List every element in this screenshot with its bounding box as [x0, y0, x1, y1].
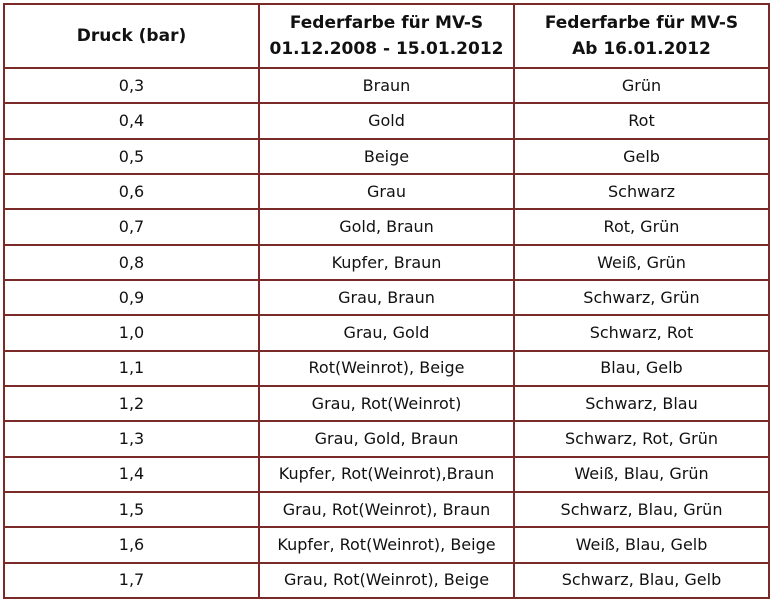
table-row [4, 174, 769, 209]
color-period-1-cell: Grau [259, 174, 514, 209]
pressure-cell: 1,3 [4, 421, 259, 456]
pressure-cell: 0,8 [4, 245, 259, 280]
color-period-2-cell: Schwarz, Blau [514, 386, 769, 421]
color-period-1-cell: Gold [259, 103, 514, 138]
color-period-2-cell: Rot [514, 103, 769, 138]
table-row [4, 527, 769, 562]
table-row [4, 209, 769, 244]
color-period-2-cell: Schwarz, Grün [514, 280, 769, 315]
header-color-period-1-line-1: Federfarbe für MV-S [289, 12, 484, 33]
color-period-2-cell: Schwarz, Rot, Grün [514, 421, 769, 456]
pressure-cell: 1,4 [4, 457, 259, 492]
pressure-cell: 0,5 [4, 139, 259, 174]
pressure-cell: 1,1 [4, 351, 259, 386]
spring-color-table-container [3, 3, 768, 597]
color-period-2-cell: Schwarz, Blau, Grün [514, 492, 769, 527]
table-row [4, 103, 769, 138]
pressure-cell: 0,3 [4, 68, 259, 103]
table-row [4, 68, 769, 103]
color-period-1-cell: Grau, Rot(Weinrot), Braun [259, 492, 514, 527]
color-period-1-cell: Braun [259, 68, 514, 103]
color-period-1-cell: Kupfer, Rot(Weinrot),Braun [259, 457, 514, 492]
color-period-1-cell: Grau, Braun [259, 280, 514, 315]
pressure-cell: 0,6 [4, 174, 259, 209]
table-row [4, 421, 769, 456]
header-color-period-1 [259, 4, 514, 68]
table-row [4, 457, 769, 492]
header-pressure [4, 4, 259, 68]
header-color-period-2-line-1: Federfarbe für MV-S [544, 12, 739, 33]
header-row [4, 4, 769, 68]
color-period-2-cell: Weiß, Grün [514, 245, 769, 280]
table-row [4, 386, 769, 421]
color-period-2-cell: Weiß, Blau, Grün [514, 457, 769, 492]
table-row [4, 492, 769, 527]
color-period-1-cell: Gold, Braun [259, 209, 514, 244]
pressure-cell: 1,0 [4, 315, 259, 350]
color-period-2-cell: Gelb [514, 139, 769, 174]
color-period-2-cell: Weiß, Blau, Gelb [514, 527, 769, 562]
color-period-2-cell: Rot, Grün [514, 209, 769, 244]
header-color-period-2 [514, 4, 769, 68]
color-period-1-cell: Grau, Rot(Weinrot) [259, 386, 514, 421]
header-color-period-2-line-2: Ab 16.01.2012 [572, 39, 711, 59]
pressure-cell: 0,9 [4, 280, 259, 315]
color-period-1-cell: Rot(Weinrot), Beige [259, 351, 514, 386]
table-row [4, 563, 769, 598]
color-period-1-cell: Grau, Gold [259, 315, 514, 350]
color-period-1-cell: Beige [259, 139, 514, 174]
pressure-cell: 0,7 [4, 209, 259, 244]
table-body [4, 68, 769, 598]
color-period-1-cell: Grau, Rot(Weinrot), Beige [259, 563, 514, 598]
header-color-period-1-line-2: 01.12.2008 - 15.01.2012 [269, 39, 504, 59]
color-period-2-cell: Grün [514, 68, 769, 103]
spring-color-table [3, 3, 770, 599]
color-period-2-cell: Schwarz, Blau, Gelb [514, 563, 769, 598]
color-period-2-cell: Schwarz [514, 174, 769, 209]
pressure-cell: 1,2 [4, 386, 259, 421]
table-row [4, 139, 769, 174]
pressure-cell: 1,5 [4, 492, 259, 527]
color-period-2-cell: Blau, Gelb [514, 351, 769, 386]
color-period-1-cell: Kupfer, Rot(Weinrot), Beige [259, 527, 514, 562]
table-row [4, 315, 769, 350]
pressure-cell: 0,4 [4, 103, 259, 138]
table-row [4, 351, 769, 386]
header-pressure-line-1: Druck (bar) [76, 25, 187, 46]
color-period-2-cell: Schwarz, Rot [514, 315, 769, 350]
table-row [4, 245, 769, 280]
color-period-1-cell: Grau, Gold, Braun [259, 421, 514, 456]
table-header [4, 4, 769, 68]
table-row [4, 280, 769, 315]
pressure-cell: 1,7 [4, 563, 259, 598]
pressure-cell: 1,6 [4, 527, 259, 562]
color-period-1-cell: Kupfer, Braun [259, 245, 514, 280]
